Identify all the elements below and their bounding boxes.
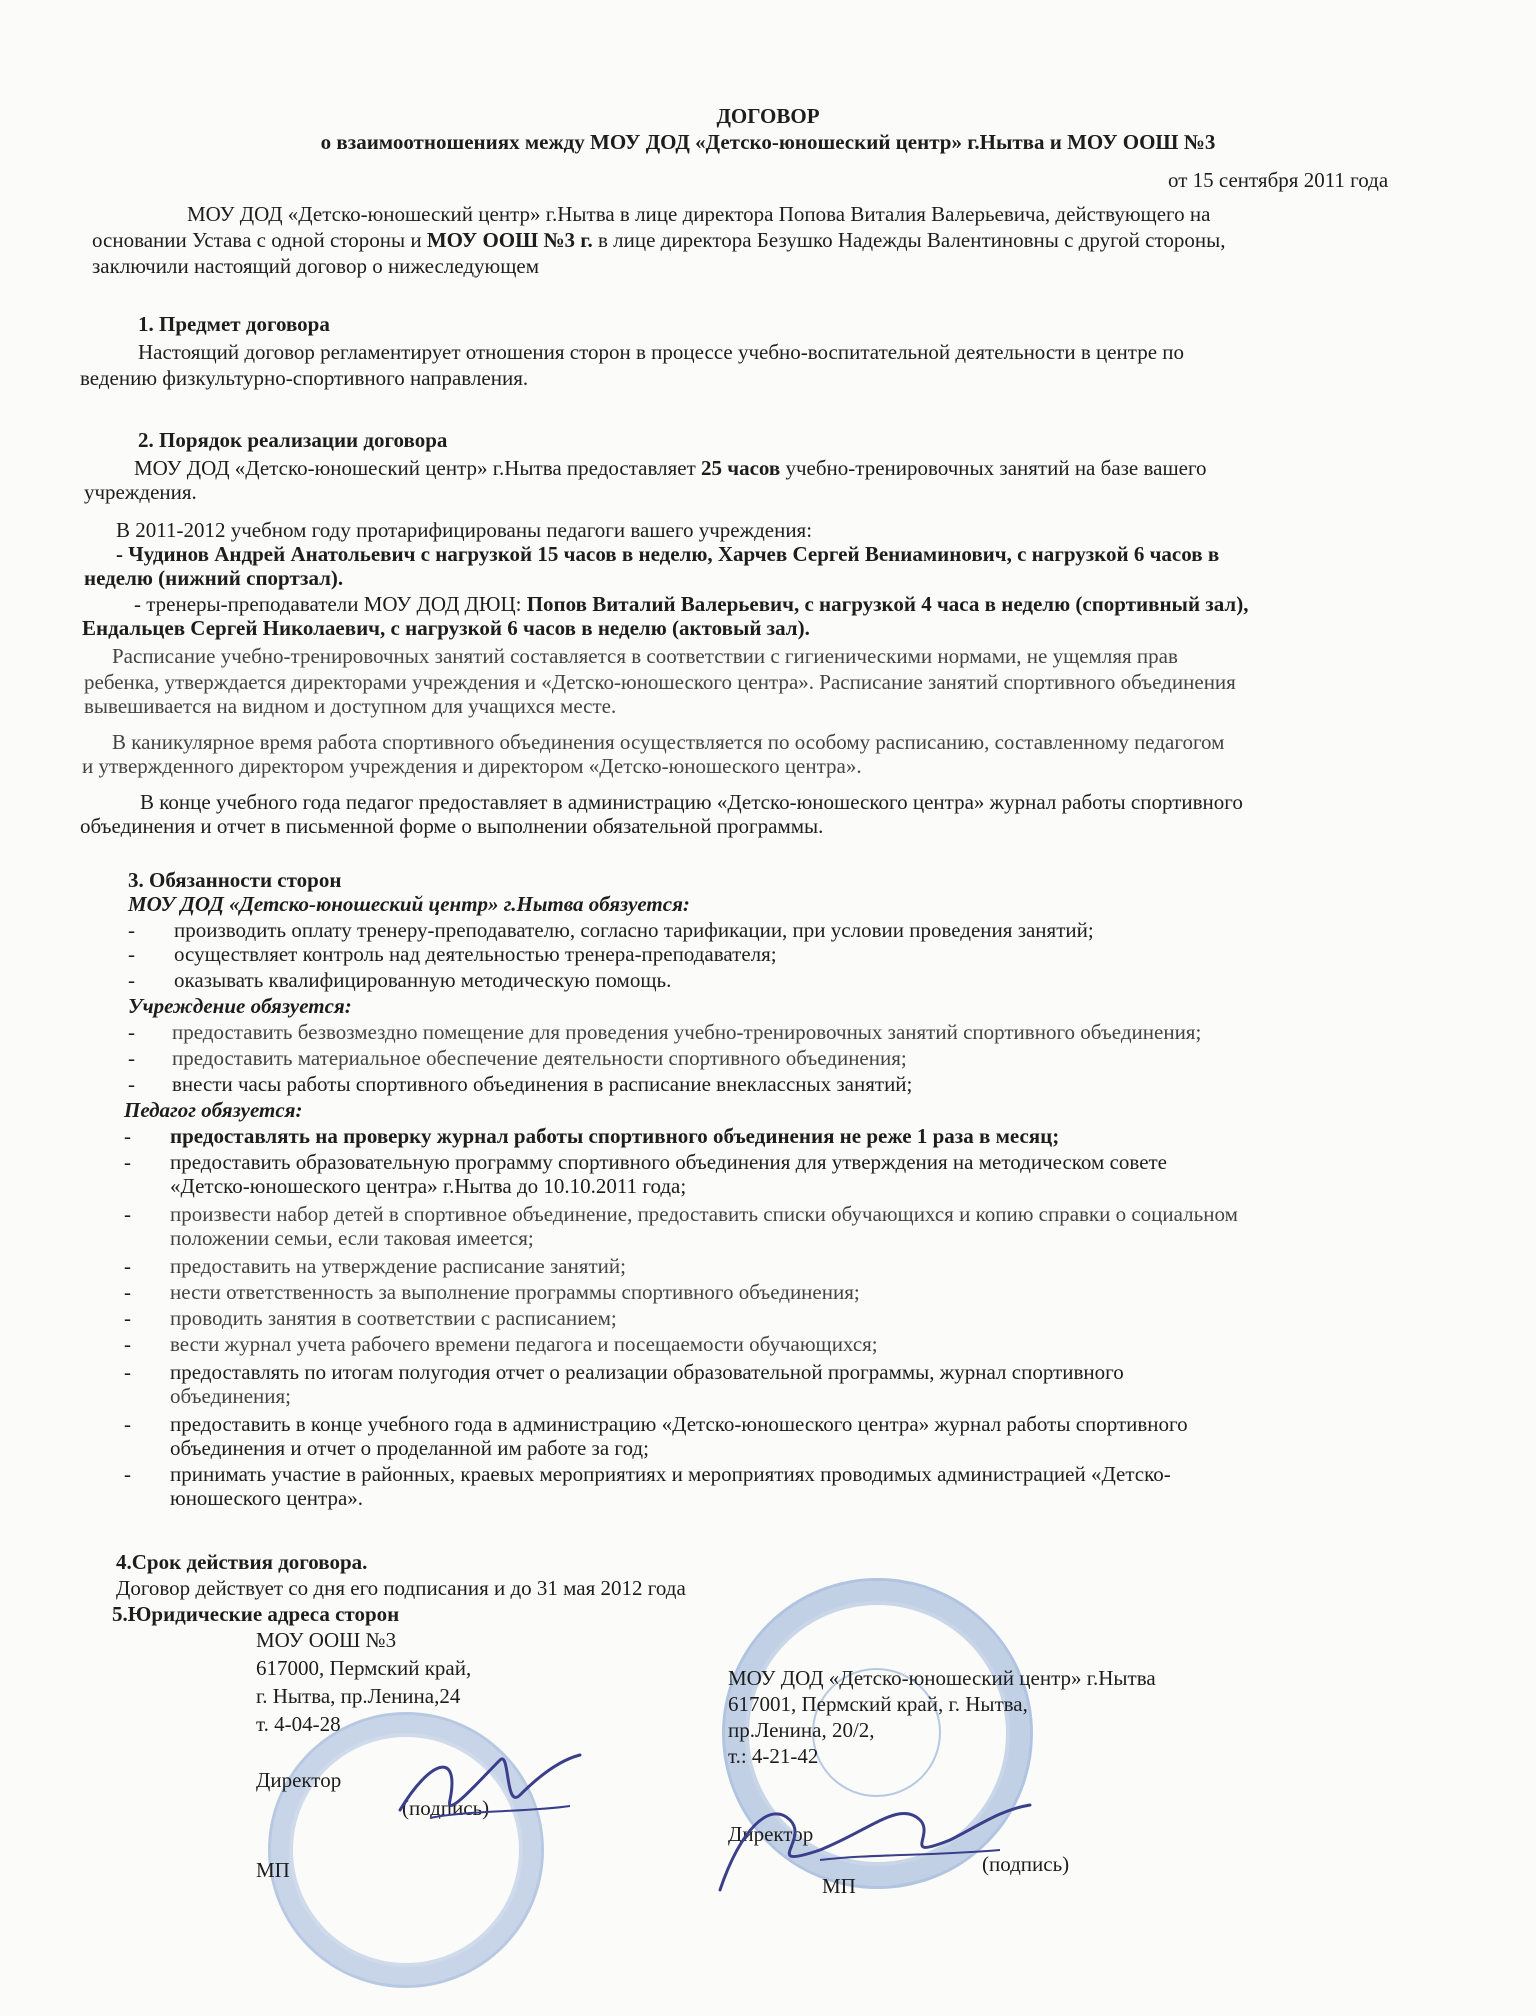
section-2-line-14: объединения и отчет в письменной форме о выполнении обязательной программы. <box>80 814 824 838</box>
right-party-name: МОУ ДОД «Детско-юношеский центр» г.Нытва <box>728 1666 1156 1690</box>
section-2-line-1: МОУ ДОД «Детско-юношеский центр» г.Нытва предоставляет 25 часов учебно-тренировочных занятий на базе вашего <box>134 456 1207 480</box>
section-2-line-13: В конце учебного года педагог предоставляет в администрацию «Детско-юношеского центра» журнал работы спортивного <box>140 790 1243 814</box>
institution-item-2: предоставить материальное обеспечение деятельности спортивного объединения; <box>172 1046 907 1070</box>
section-1-line-2: ведению физкультурно-спортивного направления. <box>80 366 529 390</box>
pedagogue-item-3b: положении семьи, если таковая имеется; <box>170 1226 534 1250</box>
center-item-1: производить оплату тренеру-преподавателю, согласно тарификации, при условии проведения занятий; <box>174 918 1094 942</box>
right-director-label: Директор <box>728 1822 814 1846</box>
pedagogue-item-8b: объединения; <box>170 1384 292 1408</box>
left-signature-icon <box>390 1740 590 1830</box>
document-subtitle: о взаимоотношениях между МОУ ДОД «Детско-юношеский центр» г.Нытва и МОУ ООШ №3 <box>320 130 1216 154</box>
list-dash: - <box>128 1020 135 1044</box>
list-dash: - <box>124 1332 131 1356</box>
pedagogue-item-9a: предоставить в конце учебного года в администрацию «Детско-юношеского центра» журнал работы спортивного <box>170 1412 1188 1436</box>
list-dash: - <box>124 1124 131 1148</box>
list-dash: - <box>128 968 135 992</box>
document-date: от 15 сентября 2011 года <box>1168 168 1389 192</box>
right-signature-icon <box>700 1790 1040 1900</box>
pedagogue-item-10b: юношеского центра». <box>170 1486 364 1510</box>
left-director-label: Директор <box>256 1768 342 1792</box>
section-2-line-2: учреждения. <box>84 480 197 504</box>
pedagogue-item-1: предоставлять на проверку журнал работы спортивного объединения не реже 1 раза в месяц; <box>170 1124 1060 1148</box>
list-dash: - <box>124 1412 131 1436</box>
left-party-phone: т. 4-04-28 <box>256 1712 341 1736</box>
section-3-heading: 3. Обязанности сторон <box>128 868 342 892</box>
left-signature-caption: (подпись) <box>402 1796 490 1820</box>
section-2-line-9: ребенка, утверждается директорами учреждения и «Детско-юношеского центра». Расписание занятий спортивного объединения <box>84 670 1236 694</box>
list-dash: - <box>124 1280 131 1304</box>
list-dash: - <box>124 1306 131 1330</box>
institution-item-3: внести часы работы спортивного объединения в расписание внеклассных занятий; <box>172 1072 913 1096</box>
right-signature-caption: (подпись) <box>982 1852 1070 1876</box>
section-5-heading: 5.Юридические адреса сторон <box>112 1602 400 1626</box>
section-1-heading: 1. Предмет договора <box>138 312 330 336</box>
center-obligations-title: МОУ ДОД «Детско-юношеский центр» г.Нытва обязуется: <box>128 892 690 916</box>
left-party-address-2: г. Нытва, пр.Ленина,24 <box>256 1684 461 1708</box>
section-2-heading: 2. Порядок реализации договора <box>138 428 448 452</box>
list-dash: - <box>124 1462 131 1486</box>
pedagogue-item-2b: «Детско-юношеского центра» г.Нытва до 10.10.2011 года; <box>170 1174 687 1198</box>
list-dash: - <box>128 1072 135 1096</box>
section-2-line-10: вывешивается на видном и доступном для учащихся месте. <box>84 694 617 718</box>
list-dash: - <box>124 1254 131 1278</box>
pedagogue-item-3a: произвести набор детей в спортивное объединение, предоставить списки обучающихся и копию справки о социальном <box>170 1202 1238 1226</box>
institution-obligations-title: Учреждение обязуется: <box>128 994 352 1018</box>
pedagogue-item-2a: предоставить образовательную программу спортивного объединения для утверждения на методическом совете <box>170 1150 1168 1174</box>
pedagogue-obligations-title: Педагог обязуется: <box>124 1098 303 1122</box>
pedagogue-item-8a: предоставлять по итогам полугодия отчет о реализации образовательной программы, журнал спортивного <box>170 1360 1124 1384</box>
institution-item-1: предоставить безвозмездно помещение для проведения учебно-тренировочных занятий спортивного объединения; <box>172 1020 1202 1044</box>
list-dash: - <box>128 1046 135 1070</box>
left-party-name: МОУ ООШ №3 <box>256 1628 397 1652</box>
right-party-address-1: 617001, Пермский край, г. Нытва, <box>728 1692 1028 1716</box>
right-seal-mark: МП <box>822 1874 856 1898</box>
section-4-text: Договор действует со дня его подписания и до 31 мая 2012 года <box>116 1576 686 1600</box>
section-2-line-5: неделю (нижний спортзал). <box>84 566 344 590</box>
document-title: ДОГОВОР <box>716 104 820 128</box>
left-seal-mark: МП <box>256 1858 290 1882</box>
left-party-address-1: 617000, Пермский край, <box>256 1656 472 1680</box>
pedagogue-item-5: нести ответственность за выполнение программы спортивного объединения; <box>170 1280 860 1304</box>
list-dash: - <box>124 1202 131 1226</box>
pedagogue-item-7: вести журнал учета рабочего времени педагога и посещаемости обучающихся; <box>170 1332 878 1356</box>
pedagogue-item-9b: объединения и отчет о проделанной им работе за год; <box>170 1436 649 1460</box>
pedagogue-item-4: предоставить на утверждение расписание занятий; <box>170 1254 626 1278</box>
list-dash: - <box>128 942 135 966</box>
section-1-line-1: Настоящий договор регламентирует отношения сторон в процессе учебно-воспитательной деятельности в центре по <box>138 340 1185 364</box>
section-2-line-7: Ендальцев Сергей Николаевич, с нагрузкой 6 часов в неделю (актовый зал). <box>82 616 810 640</box>
pedagogue-item-6: проводить занятия в соответствии с расписанием; <box>170 1306 617 1330</box>
section-2-line-6: - тренеры-преподаватели МОУ ДОД ДЮЦ: Попов Виталий Валерьевич, с нагрузкой 4 часа в неделю (спортивный зал), <box>134 592 1249 616</box>
right-party-phone: т.: 4-21-42 <box>728 1744 819 1768</box>
intro-line-3: заключили настоящий договор о нижеследующем <box>92 254 539 278</box>
section-2-line-12: и утвержденного директором учреждения и директором «Детско-юношеского центра». <box>82 754 862 778</box>
list-dash: - <box>124 1360 131 1384</box>
section-2-line-11: В каникулярное время работа спортивного объединения осуществляется по особому расписанию, составленному педагогом <box>112 730 1225 754</box>
intro-line-2: основании Устава с одной стороны и МОУ ООШ №3 г. в лице директора Безушко Надежды Валентиновны с другой стороны, <box>92 228 1226 252</box>
list-dash: - <box>128 918 135 942</box>
right-party-address-2: пр.Ленина, 20/2, <box>728 1718 875 1742</box>
list-dash: - <box>124 1150 131 1174</box>
center-item-2: осуществляет контроль над деятельностью тренера-преподавателя; <box>174 942 777 966</box>
section-4-heading: 4.Срок действия договора. <box>116 1550 368 1574</box>
center-item-3: оказывать квалифицированную методическую помощь. <box>174 968 672 992</box>
section-2-line-3: В 2011-2012 учебном году протарифицированы педагоги вашего учреждения: <box>116 518 813 542</box>
section-2-line-4: - Чудинов Андрей Анатольевич с нагрузкой 15 часов в неделю, Харчев Сергей Вениаминович, с нагрузкой 6 часов в <box>116 542 1220 566</box>
section-2-line-8: Расписание учебно-тренировочных занятий составляется в соответствии с гигиеническими нормами, не ущемляя прав <box>112 644 1178 668</box>
intro-line-1: МОУ ДОД «Детско-юношеский центр» г.Нытва в лице директора Попова Виталия Валерьевича, действующего на <box>187 202 1211 226</box>
pedagogue-item-10a: принимать участие в районных, краевых мероприятиях и мероприятиях проводимых администрацией «Детско- <box>170 1462 1171 1486</box>
